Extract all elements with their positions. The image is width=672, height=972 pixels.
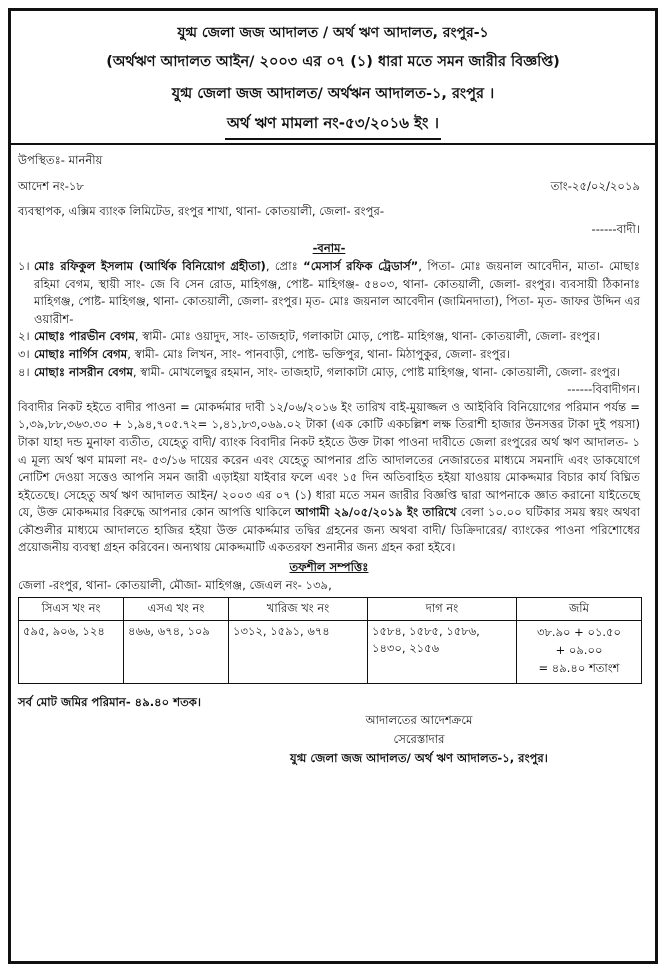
col-cs-khatian: সিএস খং নং [19,598,124,621]
signature-line-2: সেরেস্তাদার [393,732,445,747]
land-line: ৩৮.৯০ + ০১.৫০ [536,624,622,639]
notice-text-2: বেলা ১০.০০ ঘটিকার সময় স্বয়ং অথবা কৌশুলীর মাধ্যমে আদালতে হাজির হইয়া উক্ত মোকর্দ্দমার তদ্বির গ্রহনের জন্য অথবা বাদী/ ডিক্রিদারের/ ব্যাংকের পাওনা পরিশোধের প্রয়োজনীয় ব্যবস্থা গ্রহন করিবেন। অন্যথায় মোকদ্দমাটি একতরফা শুনানীর জন্য গ্রহন করা হইবে। [18,505,640,555]
table-header-row [19,598,642,621]
defendant-number: ১। [18,258,30,273]
notice-body [18,152,640,768]
property-table [18,597,642,684]
defendant-item [18,364,640,382]
plaintiff-text: ব্যবস্থাপক, এক্সিম ব্যাংক লিমিটেড, রংপুর শাখা, থানা- কোতয়ালী, জেলা- রংপুর- [18,204,385,219]
cell-kharij: ১৩১২, ১৫৯১, ৬৭৪ [229,620,368,683]
total-land: সর্ব মোট জমির পরিমান- ৪৯.৪০ শতক। [18,694,202,709]
defendant-details: , স্বামী- মোঃ ওয়াদুদ, সাং- তাজহাট, গলাকাটা মোড়, পোষ্ট- মাহিগঞ্জ, থানা- কোতয়ালী, জেলা- রংপুর। [134,329,600,344]
defendant-number: ২। [18,329,30,344]
defendant-details: , স্বামী- মোখলেছুর রহমান, সাং- তাজহাট, গলাকাটা মোড়, পোষ্ট মাহিগঞ্জ, থানা- কোতয়ালী, জেলা- রংপুর। [132,364,621,379]
notice-header [11,11,655,145]
col-sa-khatian: এসএ খং নং [124,598,229,621]
col-dag: দাগ নং [368,598,517,621]
cell-sa: ৪৬৬, ৬৭৪, ১০৯ [124,620,229,683]
notice-paragraph [18,399,640,557]
defendant-number: ৪। [18,364,30,379]
defendant-text [34,346,640,364]
defendant-details: , স্বামী- মোঃ লিখন, সাং- পানবাড়ী, পোষ্ট- ভক্তিপুর, থানা- মিঠাপুকুর, জেলা- রংপুর। [127,346,511,361]
table-row [19,620,642,683]
defendant-item [18,328,640,346]
defendant-name: মোছাঃ পারভীন বেগম [34,329,135,344]
col-kharij-khatian: খারিজ খং নং [229,598,368,621]
defendants-label: ------বিবাদীগন। [567,382,640,397]
defendant-number: ৩। [18,346,30,361]
defendant-details: , পিতা- মোঃ জয়নাল আবেদীন, মাতা- মোছাঃ রহিমা বেগম, স্থায়ী সাং- জে বি সেন রোড, মাহিগঞ্জ, পোষ্ট- মাহিগঞ্জ- ৫৪০৩, থানা- কোতয়ালী, জেলা- রংপুর। ব্যবসায়ী ঠিকানাঃ মাহিগঞ্জ, পোষ্ট- মাহিগঞ্জ, থানা- কোতয়ালী, জেলা- রংপুর। মৃত- মোঃ জয়নাল আবেদীন (জামিনদাতা), পিতা- মৃত- জাফর উদ্দিন এর ওয়ারীশ- [34,258,640,326]
defendant-name: মোঃ রফিকুল ইসলাম (আর্থিক বিনিয়োগ গ্রহীতা) [34,258,266,273]
defendant-item [18,346,640,364]
order-number: আদেশ নং-১৮ [18,178,84,193]
order-line [18,178,640,196]
versus-heading: -বনাম- [312,241,346,256]
present-line: উপস্থিতঃ- মাননীয় [18,153,103,167]
cell-dag: ১৫৮৪, ১৫৮৫, ১৫৮৬, ১৪৩০, ২১৫৬ [368,620,517,683]
signature-line-3: যুগ্ম জেলা জজ আদালত/ অর্থ ঋণ আদালত-১, রংপুর। [290,751,548,766]
notice-subtitle: (অর্থঋণ আদালত আইন/ ২০০৩ এর ০৭ (১) ধারা মতে সমন জারীর বিজ্ঞপ্তি) [106,54,560,70]
defendant-text [34,258,640,328]
plaintiff-label: ------বাদী। [591,221,640,236]
col-land: জমি [517,598,642,621]
defendant-name: মোছাঃ নার্গিস বেগম [34,346,128,361]
cell-land [517,620,642,683]
land-line: + ০৯.০০ [555,642,603,657]
court-name: যুগ্ম জেলা জজ আদালত/ অর্থঋন আদালত-১, রংপুর । [171,86,495,102]
notice-text-1: বিবাদীর নিকট হইতে বাদীর পাওনা = মোকর্দ্দমার দাবী ১২/০৬/২০১৬ ইং তারিখ বাই-মুয়াজ্জল ও আইবিবি বিনিয়োগের পরিমান পর্যন্ত = ১,৩৯,৮৮,৩৬৩.৩০ + ১,৯৪,৭০৫.৭২= ১,৪১,৮৩,০৬৯.০২ টাকা (এক কোটি একচল্লিশ লক্ষ তিরাশী হাজার উনসত্তর টাকা দুই পয়সা) টাকা যাহা দন্ড মুনাফা ব্যতীত, যেহেতু বাদী/ ব্যাংক বিবাদীর নিকট হইতে উক্ত টাকা পাওনা দাবীতে জেলা রংপুরের অর্থ ঋণ আদালত- ১ এ মূল্য অর্থ ঋণ মামলা নং- ৫৩/১৬ দায়ের করেন এবং যেহেতু আপনার প্রতি আদালতের নেজারতের মাধ্যমে সমনাদি এবং ডাকযোগে নোটিশ দেওয়া সত্তেও আপনি সমন জারী এড়াইয়া যাইবার ফলে এবং ১৫ দিন অতিবাহিত হইয়া যাওয়ায় মোকদ্দমার বিচার কার্য বিঘ্নিত হইতেছে। সেহেতু অর্থ ঋণ আদালত আইন/ ২০০৩ এর ০৭ (১) ধারা মতে সমন জারীর বিজ্ঞপ্তি দ্বারা আপনাকে জ্ঞাত করানো যাইতেছে যে, উক্ত মোকদ্দমার বিরুদ্ধে আপনার কোন আপত্তি থাকিলে [18,399,640,520]
court-title: যুগ্ম জেলা জজ আদালত / অর্থ ঋণ আদালত, রংপুর-১ [177,25,489,41]
defendant-item [18,258,640,328]
defendant-text [34,364,640,382]
cell-cs: ৫৯৫, ৯০৬, ১২৪ [19,620,124,683]
defendants-list [18,258,640,381]
signature-line-1: আদালতের আদেশক্রমে [365,713,473,728]
property-location: জেলা -রংপুর, থানা- কোতয়ালী, মৌজা- মাহিগঞ্জ, জেএল নং- ১৩৯, [18,577,332,592]
defendant-firm: “মেসার্স রফিক ট্রেডার্স” [303,258,419,273]
signature-block [198,711,640,768]
land-line: = ৪৯.৪০ শতাংশ [538,660,620,675]
case-number: অর্থ ঋণ মামলা নং-৫৩/২০১৬ ইং । [225,112,441,140]
defendant-text [34,328,640,346]
hearing-date: আগামী ২৯/০৫/২০১৯ ইং তারিখে [295,505,457,520]
defendant-mid: , প্রোঃ [265,258,304,273]
order-date: তাং-২৫/০২/২০১৯ [550,178,640,193]
defendant-name: মোছাঃ নাসরীন বেগম [34,364,133,379]
schedule-title: তফশীল সম্পত্তিঃ [289,560,369,575]
